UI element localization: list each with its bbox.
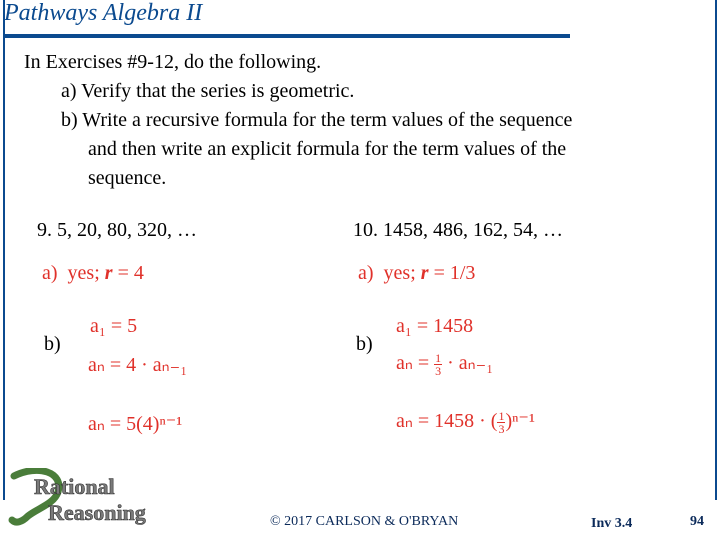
fraction-denominator: 3 <box>498 421 505 436</box>
exercise-10-a-value: = 1/3 <box>428 262 476 284</box>
exercise-9-explicit-formula: aₙ = 5(4)ⁿ⁻¹ <box>88 413 183 435</box>
exercise-10-a-var: r <box>420 262 429 284</box>
exercise-10-explicit-lhs: aₙ = 1458 · ( <box>396 410 498 432</box>
exercise-9-a-var: r <box>104 262 113 284</box>
exercise-10-rule-lhs: aₙ = <box>396 352 435 374</box>
title-underline <box>3 34 570 38</box>
copyright: © 2017 CARLSON & O'BRYAN <box>270 514 459 529</box>
instructions-line-1: In Exercises #9-12, do the following. <box>24 51 322 73</box>
exercise-9-b-label: b) <box>44 333 61 355</box>
investigation-number: Inv 3.4 <box>591 516 633 531</box>
logo-text-rational: Rational <box>34 474 115 499</box>
exercise-9-prompt: 9. 5, 20, 80, 320, … <box>37 219 197 241</box>
exercise-9-a-value: = 4 <box>112 262 144 284</box>
exercise-10-answer-a <box>358 262 475 285</box>
left-border <box>3 0 5 500</box>
exercise-10-recursive-initial: a₁ = 1458 <box>396 315 474 337</box>
instructions-line-2: a) Verify that the series is geometric. <box>61 80 355 102</box>
fraction-numerator: 1 <box>498 408 505 423</box>
exercise-10-b-label: b) <box>356 333 373 355</box>
rational-reasoning-logo <box>8 468 176 528</box>
exercise-9-recursive-rule: aₙ = 4 · aₙ₋₁ <box>88 354 188 376</box>
fraction-denominator: 3 <box>435 363 442 378</box>
exercise-10-a-label: a) <box>358 262 374 284</box>
exercise-10-prompt: 10. 1458, 486, 162, 54, … <box>353 219 563 241</box>
page-number: 94 <box>690 514 704 529</box>
instructions <box>24 48 572 193</box>
instructions-line-3: b) Write a recursive formula for the term values of the sequence <box>61 109 573 131</box>
exercise-10-explicit-rhs: )ⁿ⁻¹ <box>505 410 535 432</box>
slide-title: Pathways Algebra II <box>4 0 203 26</box>
exercise-10-rule-rhs: · aₙ₋₁ <box>447 352 494 374</box>
exercise-9-a-label: a) <box>42 262 58 284</box>
exercise-9-recursive-initial: a₁ = 5 <box>90 315 138 337</box>
fraction-numerator: 1 <box>435 350 442 365</box>
right-border <box>715 0 717 500</box>
exercise-9-a-text: yes; <box>67 262 105 284</box>
logo-text-reasoning: Reasoning <box>48 500 146 525</box>
exercise-10-a-text: yes; <box>383 262 421 284</box>
one-third-fraction <box>434 352 442 377</box>
instructions-line-4: and then write an explicit formula for the term values of the <box>88 138 567 160</box>
exercise-10-recursive-rule <box>396 350 493 377</box>
exercise-9-answer-a <box>42 262 144 285</box>
instructions-line-5: sequence. <box>88 167 167 189</box>
exercise-10-explicit-formula <box>396 408 535 435</box>
